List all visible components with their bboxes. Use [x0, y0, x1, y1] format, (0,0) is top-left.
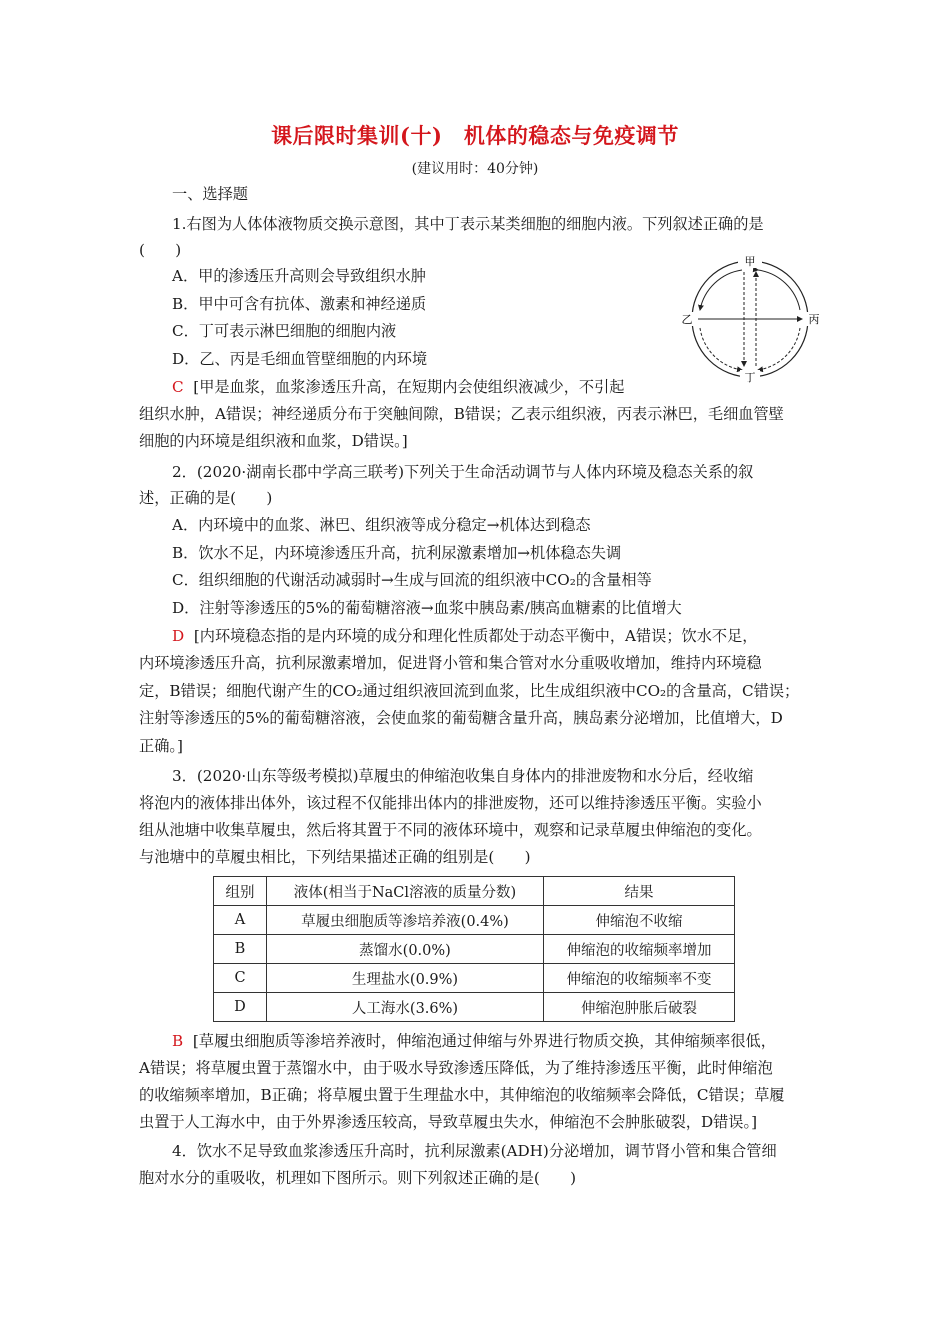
table-cell: 生理盐水(0.9%) [267, 964, 544, 993]
q3-stem: 将泡内的液体排出体外，该过程不仅能排出体内的排泄废物，还可以维持渗透压平衡。实验小 [139, 794, 762, 812]
q2-explanation: 定，B错误；细胞代谢产生的CO₂通过组织液回流到血浆，比生成组织液中CO₂的含量高，C错误； [139, 682, 800, 700]
q4-stem: 4．饮水不足导致血浆渗透压升高时，抗利尿激素(ADH)分泌增加，调节肾小管和集合管细 [172, 1142, 777, 1160]
q1-stem: 1.右图为人体体液物质交换示意图，其中丁表示某类细胞的细胞内液。下列叙述正确的是 [172, 215, 764, 233]
q3-explanation: 的收缩频率增加，B正确；将草履虫置于生理盐水中，其伸缩泡的收缩频率会降低，C错误；草履 [139, 1086, 785, 1104]
q2-option: A．内环境中的血浆、淋巴、组织液等成分稳定→机体达到稳态 [172, 516, 591, 534]
q2-answer: D [172, 627, 185, 645]
q2-option: C．组织细胞的代谢活动减弱时→生成与回流的组织液中CO₂的含量相等 [172, 571, 652, 589]
page-subtitle: (建议用时：40分钟) [411, 161, 539, 177]
q3-stem: 3．(2020·山东等级考模拟)草履虫的伸缩泡收集自身体内的排泄废物和水分后，经收缩 [172, 767, 754, 785]
q1-option: A．甲的渗透压升高则会导致组织水肿 [172, 267, 426, 285]
table-cell: 蒸馏水(0.0%) [267, 935, 544, 964]
table-cell: 伸缩泡的收缩频率增加 [544, 935, 735, 964]
table-cell: A [214, 906, 267, 935]
diagram-label-left: 乙 [681, 313, 693, 326]
table-row [214, 935, 735, 964]
diagram-label-right: 丙 [808, 313, 820, 326]
q2-explanation: 注射等渗透压的5%的葡萄糖溶液，会使血浆的葡萄糖含量升高，胰岛素分泌增加，比值增大，D [139, 709, 783, 727]
table-row [214, 993, 735, 1022]
q2-explanation: 正确。] [139, 737, 183, 755]
table-cell: 伸缩泡的收缩频率不变 [544, 964, 735, 993]
table-cell: 草履虫细胞质等渗培养液(0.4%) [267, 906, 544, 935]
q3-explanation: A错误；将草履虫置于蒸馏水中，由于吸水导致渗透压降低，为了维持渗透压平衡，此时伸缩泡 [139, 1059, 773, 1077]
q3-table [213, 876, 735, 1022]
table-header-row [214, 877, 735, 906]
table-cell: D [214, 993, 267, 1022]
section-heading: 一、选择题 [172, 185, 248, 203]
q1-answer: C [172, 378, 184, 396]
q4-stem: 胞对水分的重吸收，机理如下图所示。则下列叙述正确的是( ) [139, 1169, 577, 1187]
q1-explanation: 细胞的内环境是组织液和血浆，D错误。] [139, 432, 408, 450]
q3-stem: 组从池塘中收集草履虫，然后将其置于不同的液体环境中，观察和记录草履虫伸缩泡的变化。 [139, 821, 762, 839]
table-header: 结果 [544, 877, 735, 906]
q2-explanation: D [内环境稳态指的是内环境的成分和理化性质都处于动态平衡中，A错误；饮水不足， [172, 627, 758, 645]
q2-stem: 述，正确的是( ) [139, 489, 273, 507]
table-cell: 伸缩泡肿胀后破裂 [544, 993, 735, 1022]
q3-answer: B [172, 1032, 184, 1050]
q2-explanation: 内环境渗透压升高，抗利尿激素增加，促进肾小管和集合管对水分重吸收增加，维持内环境稳 [139, 654, 762, 672]
table-cell: B [214, 935, 267, 964]
q3-explanation: 虫置于人工海水中，由于外界渗透压较高，导致草履虫失水，伸缩泡不会肿胀破裂，D错误。] [139, 1113, 758, 1131]
q3-stem: 与池塘中的草履虫相比，下列结果描述正确的组别是( ) [139, 848, 531, 866]
q1-option: C．丁可表示淋巴细胞的细胞内液 [172, 322, 397, 340]
body-fluid-diagram [678, 252, 824, 386]
q1-explanation: 组织水肿，A错误；神经递质分布于突触间隙，B错误；乙表示组织液，丙表示淋巴，毛细血管壁 [139, 405, 784, 423]
q3-explanation: B [草履虫细胞质等渗培养液时，伸缩泡通过伸缩与外界进行物质交换，其伸缩频率很低， [172, 1032, 776, 1050]
diagram-label-bottom: 丁 [744, 371, 756, 384]
diagram-label-top: 甲 [744, 255, 756, 268]
table-cell: 伸缩泡不收缩 [544, 906, 735, 935]
table-header: 液体(相当于NaCl溶液的质量分数) [267, 877, 544, 906]
table-row [214, 906, 735, 935]
table-cell: 人工海水(3.6%) [267, 993, 544, 1022]
table-cell: C [214, 964, 267, 993]
q1-stem: ( ) [139, 241, 182, 259]
table-row [214, 964, 735, 993]
q2-option: B．饮水不足，内环境渗透压升高，抗利尿激素增加→机体稳态失调 [172, 544, 622, 562]
q2-option: D．注射等渗透压的5%的葡萄糖溶液→血浆中胰岛素/胰高血糖素的比值增大 [172, 599, 682, 617]
q2-stem: 2．(2020·湖南长郡中学高三联考)下列关于生命活动调节与人体内环境及稳态关系的叙 [172, 463, 754, 481]
q1-option: B．甲中可含有抗体、激素和神经递质 [172, 295, 427, 313]
q1-option: D．乙、丙是毛细血管壁细胞的内环境 [172, 350, 428, 368]
q1-explanation: C [甲是血浆，血浆渗透压升高，在短期内会使组织液减少，不引起 [172, 378, 625, 396]
table-header: 组别 [214, 877, 267, 906]
page-title: 课后限时集训(十) 机体的稳态与免疫调节 [271, 123, 679, 148]
